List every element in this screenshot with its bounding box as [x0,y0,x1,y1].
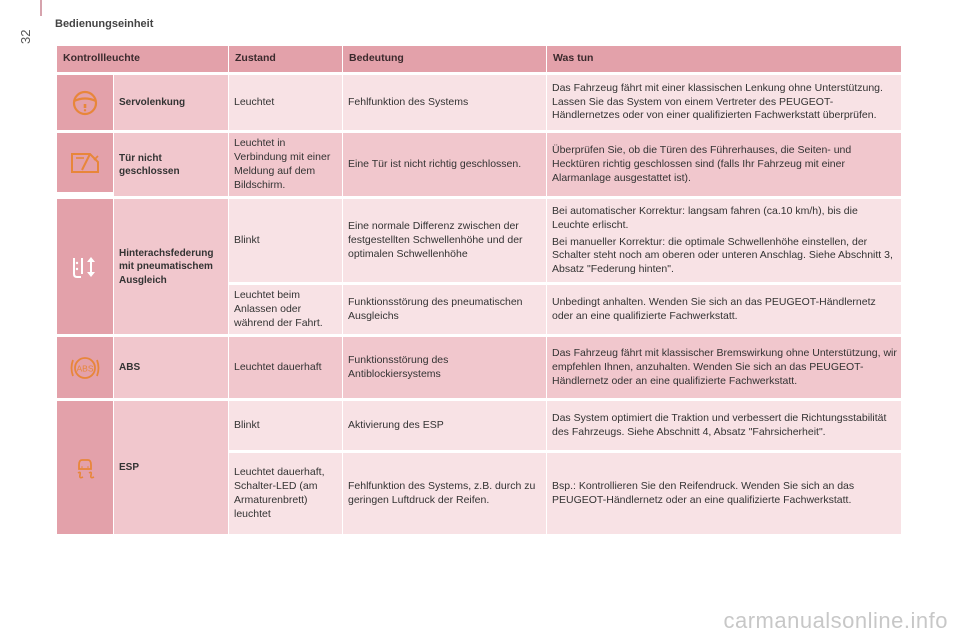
action-esp-1: Das System optimiert die Traktion und verbessert die Richtungsstabilität des Fahrzeugs. Siehe Abschnitt 4, Absatz "Fahrsicherheit". [547,398,902,450]
action-federung-manual: Bei manueller Korrektur: die optimale Schwellenhöhe einstellen, der Schalter steht noch am oberen oder unteren Anschlag. Siehe Abschnitt 3, Absatz "Federung hinten". [552,235,893,276]
meaning-abs: Funktionsstörung des Antiblockiersystems [343,334,547,398]
svg-text:ABS: ABS [76,363,94,374]
header-was-tun: Was tun [547,46,902,72]
meaning-esp-2: Fehlfunktion des Systems, z.B. durch zu geringen Luftdruck der Reifen. [343,450,547,534]
header-kontrollleuchte: Kontrollleuchte [57,46,229,72]
action-tuer: Überprüfen Sie, ob die Türen des Führerhauses, die Seiten- und Hecktüren richtig geschlossen sind (falls Ihr Fahrzeug mit einer Alarmanlage ausgestattet ist). [547,130,902,196]
esp-skid-icon [68,453,102,483]
state-esp-2: Leuchtet dauerhaft, Schalter-LED (am Armaturenbrett) leuchtet [229,450,343,534]
meaning-federung-2: Funktionsstörung des pneumatischen Ausgleichs [343,282,547,334]
icon-cell-tuer [57,130,114,192]
state-esp-1: Blinkt [229,398,343,450]
action-abs: Das Fahrzeug fährt mit klassischer Bremswirkung ohne Unterstützung, wir empfehlen Ihnen, anzuhalten. Wenden Sie sich an das PEUGEOT-Händlernetz oder an eine qualifizierte Fachwerkstatt. [547,334,902,398]
watermark: carmanualsonline.info [723,608,948,633]
side-accent-bar [40,0,42,16]
header-zustand: Zustand [229,46,343,72]
icon-cell-esp [57,398,114,534]
action-federung-2: Unbedingt anhalten. Wenden Sie sich an das PEUGEOT-Händlernetz oder an eine qualifizierte Fachwerkstatt. [547,282,902,334]
icon-cell-servolenkung [57,72,114,130]
action-servolenkung: Das Fahrzeug fährt mit einer klassischen Lenkung ohne Unterstützung. Lassen Sie das System von einem Vertreter des PEUGEOT-Händlernetzes oder von einer qualifizierten Fachwerkstatt überprüfen. [547,72,902,130]
meaning-esp-1: Aktivierung des ESP [343,398,547,450]
meaning-federung-1: Eine normale Differenz zwischen der festgestellten Schwellenhöhe und der optimalen Schwellenhöhe [343,196,547,282]
abs-icon [68,353,102,383]
name-tuer: Tür nicht geschlossen [114,130,229,196]
air-suspension-icon [68,252,102,282]
page-number: 32 [18,29,33,44]
action-federung-auto: Bei automatischer Korrektur: langsam fahren (ca.10 km/h), bis die Leuchte erlischt. [552,204,858,231]
name-federung: Hinterachsfederung mit pneumatischem Ausgleich [114,196,229,334]
action-federung-1 [547,196,902,282]
state-abs: Leuchtet dauerhaft [229,334,343,398]
meaning-tuer: Eine Tür ist nicht richtig geschlossen. [343,130,547,196]
icon-cell-federung [57,196,114,334]
name-esp: ESP [114,398,229,534]
name-abs: ABS [114,334,229,398]
state-federung-1: Blinkt [229,196,343,282]
icon-cell-abs [57,334,114,398]
state-servolenkung: Leuchtet [229,72,343,130]
warning-lights-table [57,46,902,534]
state-federung-2: Leuchtet beim Anlassen oder während der Fahrt. [229,282,343,334]
door-open-icon [68,148,102,178]
state-tuer: Leuchtet in Verbindung mit einer Meldung auf dem Bildschirm. [229,130,343,196]
section-header: Bedienungseinheit [55,18,154,30]
header-bedeutung: Bedeutung [343,46,547,72]
steering-wheel-warning-icon [68,88,102,118]
name-servolenkung: Servolenkung [114,72,229,130]
meaning-servolenkung: Fehlfunktion des Systems [343,72,547,130]
action-esp-2: Bsp.: Kontrollieren Sie den Reifendruck. Wenden Sie sich an das PEUGEOT-Händlernetz oder an eine qualifizierte Fachwerkstatt. [547,450,902,534]
